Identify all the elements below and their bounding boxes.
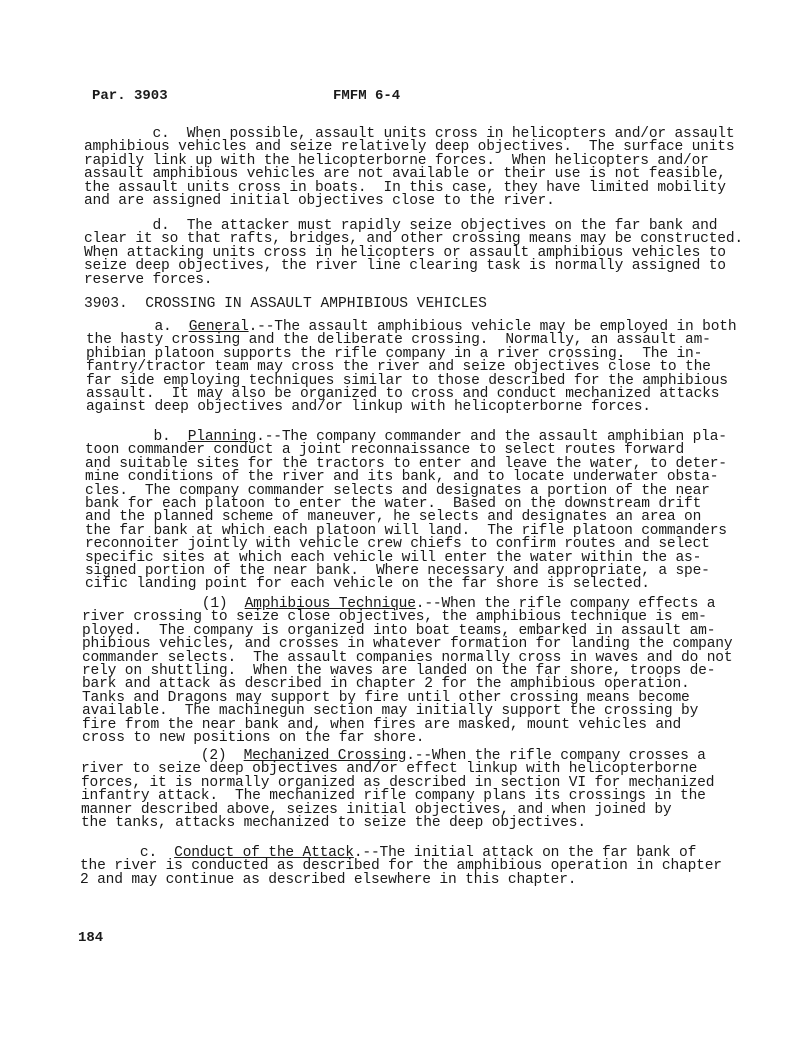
paragraph-line: fire from the near bank and, when fires are masked, mount vehicles and bbox=[82, 716, 682, 733]
paragraph-line: far side employing techniques similar to those described for the amphibious bbox=[86, 372, 728, 389]
paragraph-line: specific sites at which each vehicle will enter the water within the as- bbox=[85, 549, 702, 566]
paragraph-line: the tanks, attacks mechanized to seize the deep objectives. bbox=[81, 815, 586, 832]
paragraph-label: d. bbox=[84, 218, 187, 234]
paragraph-line: the assault units cross in boats. In this case, they have limited mobility bbox=[84, 179, 726, 196]
paragraph-2-mechanized-crossing bbox=[81, 750, 714, 830]
paragraph-title: Planning bbox=[187, 429, 257, 445]
paragraph-text: The attacker must rapidly seize objectives on the far bank and bbox=[186, 218, 718, 234]
paragraph-line: the hasty crossing and the deliberate crossing. Normally, an assault am- bbox=[86, 332, 711, 349]
paragraph-d-far-bank bbox=[84, 220, 743, 287]
paragraph-title: Mechanized Crossing bbox=[243, 748, 407, 764]
paragraph-line: bank for each platoon to enter the water. Based on the downstream drift bbox=[85, 496, 702, 513]
paragraph-label: c. bbox=[84, 126, 187, 142]
paragraph-line: assault. It may also be organized to cross and conduct mechanized attacks bbox=[86, 386, 720, 403]
paragraph-text: .--When the rifle company effects a bbox=[415, 596, 716, 612]
paragraph-line: manner described above, seizes initial objectives, and when joined by bbox=[81, 801, 672, 818]
paragraph-line: reserve forces. bbox=[84, 271, 213, 288]
paragraph-line: When attacking units cross in helicopters or assault amphibious vehicles to bbox=[84, 244, 726, 261]
paragraph-line: against deep objectives and/or linkup with helicopterborne forces. bbox=[86, 399, 651, 416]
paragraph-line: clear it so that rafts, bridges, and other crossing means may be constructed. bbox=[84, 231, 743, 248]
header-manual-id: FMFM 6-4 bbox=[333, 88, 401, 104]
paragraph-line: commander selects. The assault companies normally cross in waves and do not bbox=[82, 649, 733, 666]
paragraph-line: the far bank at which each platoon will land. The rifle platoon commanders bbox=[85, 522, 727, 539]
paragraph-label: (2) bbox=[81, 748, 244, 764]
paragraph-text: .--The assault amphibious vehicle may be employed in both bbox=[248, 319, 737, 335]
paragraph-line: rely on shuttling. When the waves are landed on the far shore, troops de- bbox=[82, 663, 716, 680]
paragraph-line: and suitable sites for the tractors to enter and leave the water, to deter- bbox=[85, 455, 727, 472]
paragraph-label: c. bbox=[80, 845, 175, 861]
paragraph-line: available. The machinegun section may initially support the crossing by bbox=[82, 703, 699, 720]
paragraph-c-conduct-of-attack bbox=[80, 847, 722, 887]
paragraph-text: When possible, assault units cross in helicopters and/or assault bbox=[186, 126, 735, 142]
paragraph-label: a. bbox=[86, 319, 189, 335]
paragraph-label: (1) bbox=[82, 596, 245, 612]
paragraph-line: forces, it is normally organized as described in section VI for mechanized bbox=[81, 774, 715, 791]
paragraph-line: signed portion of the near bank. Where necessary and appropriate, a spe- bbox=[85, 563, 710, 580]
paragraph-line: seize deep objectives, the river line clearing task is normally assigned to bbox=[84, 258, 726, 275]
paragraph-line: phibian platoon supports the rifle company in a river crossing. The in- bbox=[86, 345, 703, 362]
paragraph-line: river to seize deep objectives and/or effect linkup with helicopterborne bbox=[81, 761, 698, 778]
header-paragraph-ref: Par. 3903 bbox=[92, 88, 168, 104]
paragraph-line: assault amphibious vehicles are not available or their use is not feasible, bbox=[84, 166, 726, 183]
paragraph-line: 2 and may continue as described elsewhere in this chapter. bbox=[80, 871, 577, 888]
paragraph-line: cles. The company commander selects and designates a portion of the near bbox=[85, 482, 710, 499]
paragraph-text: .--When the rifle company crosses a bbox=[406, 748, 706, 764]
page-number: 184 bbox=[78, 930, 104, 946]
paragraph-b-planning bbox=[85, 431, 727, 592]
paragraph-text: .--The company commander and the assault amphibian pla- bbox=[256, 429, 727, 445]
paragraph-line: the river is conducted as described for the amphibious operation in chapter bbox=[80, 858, 722, 875]
paragraph-line: mine conditions of the river and its bank, and to locate underwater obsta- bbox=[85, 469, 719, 486]
paragraph-line: cific landing point for each vehicle on the far shore is selected. bbox=[85, 576, 650, 593]
paragraph-line: and are assigned initial objectives close to the river. bbox=[84, 193, 555, 210]
paragraph-a-general bbox=[86, 321, 736, 415]
paragraph-line: ployed. The company is organized into boat teams, embarked in assault am- bbox=[82, 622, 716, 639]
paragraph-c-helicopters bbox=[84, 128, 734, 208]
paragraph-line: cross to new positions on the far shore. bbox=[82, 730, 425, 747]
paragraph-title: Amphibious Technique bbox=[244, 596, 416, 612]
paragraph-line: Tanks and Dragons may support by fire until other crossing means become bbox=[82, 689, 690, 706]
section-heading: 3903. CROSSING IN ASSAULT AMPHIBIOUS VEHICLES bbox=[84, 296, 487, 312]
paragraph-line: fantry/tractor team may cross the river and seize objectives close to the bbox=[86, 359, 711, 376]
paragraph-label: b. bbox=[85, 429, 188, 445]
paragraph-line: rapidly link up with the helicopterborne forces. When helicopters and/or bbox=[84, 152, 709, 169]
paragraph-line: and the planned scheme of maneuver, he selects and designates an area on bbox=[85, 509, 702, 526]
paragraph-text: .--The initial attack on the far bank of bbox=[353, 845, 697, 861]
paragraph-line: toon commander conduct a joint reconnaissance to select routes forward bbox=[85, 442, 685, 459]
paragraph-line: reconnoiter jointly with vehicle crew chiefs to confirm routes and select bbox=[85, 536, 710, 553]
paragraph-1-amphibious-technique bbox=[82, 598, 732, 745]
paragraph-line: phibious vehicles, and crosses in whatever formation for landing the company bbox=[82, 636, 733, 653]
paragraph-line: river crossing to seize close objectives, the amphibious technique is em- bbox=[82, 609, 707, 626]
paragraph-title: General bbox=[188, 319, 249, 335]
paragraph-line: amphibious vehicles and seize relatively deep objectives. The surface units bbox=[84, 139, 735, 156]
paragraph-line: infantry attack. The mechanized rifle company plans its crossings in the bbox=[81, 788, 706, 805]
paragraph-title: Conduct of the Attack bbox=[174, 845, 354, 861]
paragraph-line: bark and attack as described in chapter 2 for the amphibious operation. bbox=[82, 676, 690, 693]
